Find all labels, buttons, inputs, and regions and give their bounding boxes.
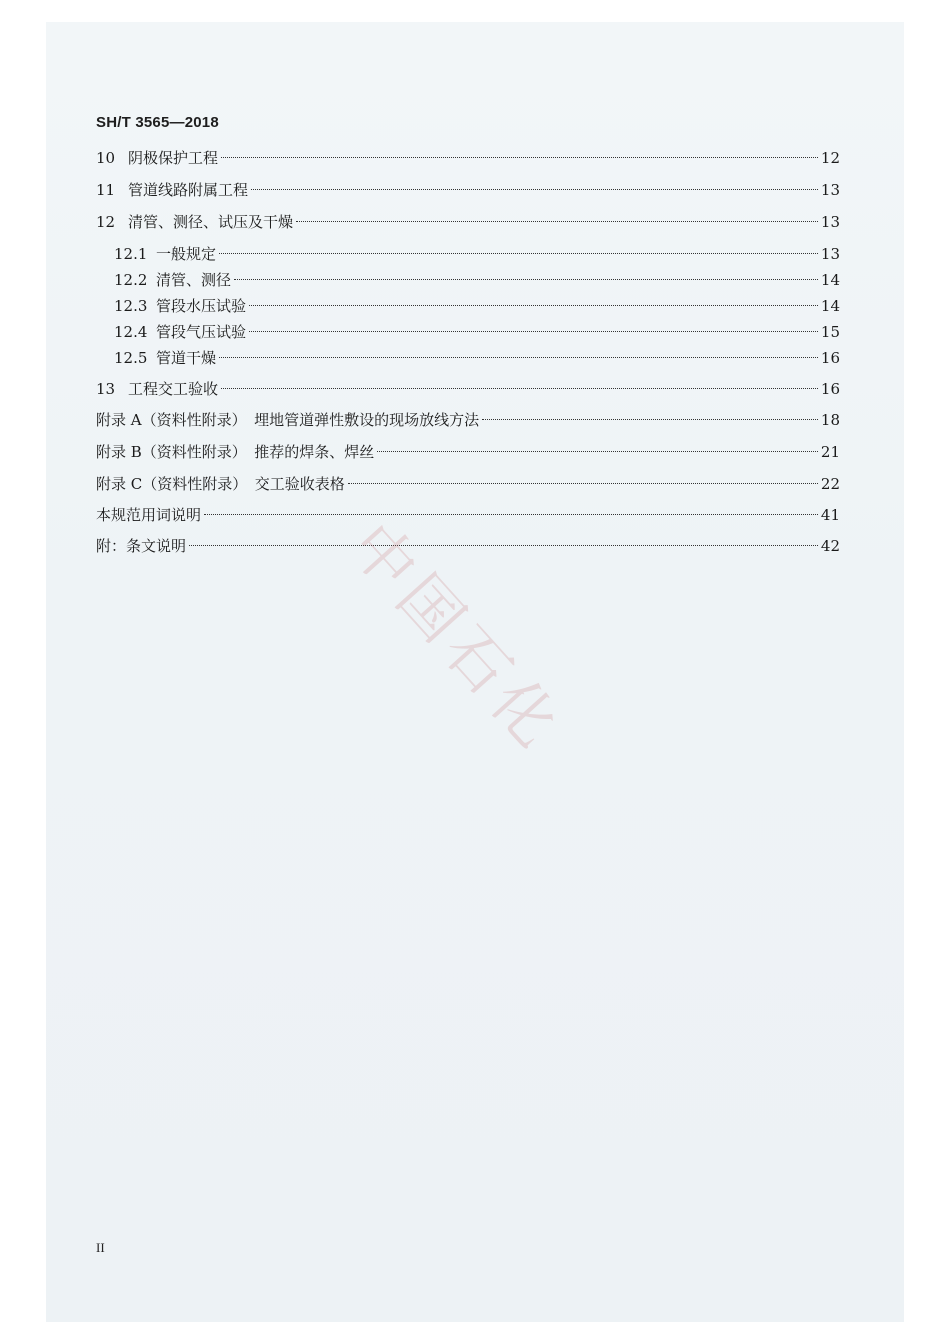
toc-title: 本规范用词说明 [96,506,202,524]
toc-entry-12-5[interactable] [114,346,840,370]
toc-number: 13 [96,380,116,398]
toc-entry-appendix-c[interactable] [96,472,840,496]
toc-number: 12 [96,213,116,231]
toc-title: 管道线路附属工程 [128,181,249,199]
toc-title: 管道干燥 [156,349,217,367]
toc-page: 22 [820,475,840,493]
toc-title: 清管、测径、试压及干燥 [128,213,294,231]
toc-page: 16 [820,349,840,367]
toc-title: 清管、测径 [156,271,232,289]
toc-page: 15 [820,323,840,341]
toc-page: 13 [820,181,840,199]
toc-number: 12.5 [114,349,148,367]
toc-leader [296,221,818,222]
toc-entry-10[interactable] [96,146,840,170]
standard-code: SH/T 3565—2018 [96,114,219,131]
toc-number: 12.4 [114,323,148,341]
toc-leader [189,545,818,546]
toc-leader [377,451,818,452]
toc-leader [204,514,818,515]
toc-entry-12-1[interactable] [114,242,840,266]
toc-entry-12-3[interactable] [114,294,840,318]
toc-leader [219,253,818,254]
toc-title: 一般规定 [156,245,217,263]
toc-page: 16 [820,380,840,398]
toc-title: 管段水压试验 [156,297,247,315]
toc-leader [221,388,818,389]
toc-title: 附录 B（资料性附录） 推荐的焊条、焊丝 [96,443,375,461]
toc-leader [221,157,818,158]
toc-entry-11[interactable] [96,178,840,202]
toc-page: 18 [820,411,840,429]
toc-leader [249,331,818,332]
toc-page: 13 [820,213,840,231]
toc-page: 41 [820,506,840,524]
toc-title: 阴极保护工程 [128,149,219,167]
toc-title: 管段气压试验 [156,323,247,341]
toc-entry-13[interactable] [96,377,840,401]
page-number: II [96,1240,105,1255]
toc-leader [251,189,818,190]
toc-page: 12 [820,149,840,167]
toc-number: 12.2 [114,271,148,289]
watermark: 中国石化 [336,508,578,766]
toc-leader [234,279,818,280]
toc-entry-appendix-a[interactable] [96,408,840,432]
toc-title: 附录 A（资料性附录） 埋地管道弹性敷设的现场放线方法 [96,411,480,429]
toc-entry-appendix-b[interactable] [96,440,840,464]
toc-title: 附：条文说明 [96,537,187,555]
toc-entry-wording[interactable] [96,503,840,527]
toc-entry-explanation[interactable] [96,534,840,558]
toc-page: 14 [820,297,840,315]
toc-page: 21 [820,443,840,461]
toc-title: 工程交工验收 [128,380,219,398]
toc-number: 12.1 [114,245,148,263]
toc-leader [482,419,818,420]
toc-entry-12-4[interactable] [114,320,840,344]
toc-leader [348,483,818,484]
toc-leader [219,357,818,358]
toc-number: 10 [96,149,116,167]
toc-page: 42 [820,537,840,555]
toc-entry-12[interactable] [96,210,840,234]
toc-page: 13 [820,245,840,263]
toc-page: 14 [820,271,840,289]
toc-number: 11 [96,181,116,199]
toc-entry-12-2[interactable] [114,268,840,292]
toc-title: 附录 C（资料性附录） 交工验收表格 [96,475,345,493]
toc-leader [249,305,818,306]
toc-number: 12.3 [114,297,148,315]
